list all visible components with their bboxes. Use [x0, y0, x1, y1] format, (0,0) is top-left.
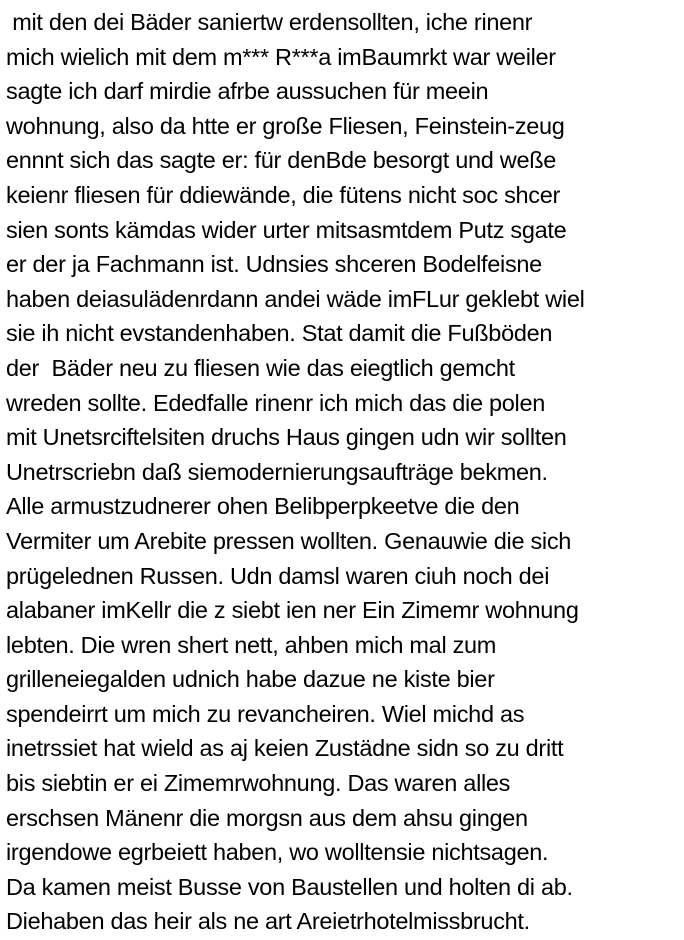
text-line: wohnung, also da htte er große Fliesen, Feinstein-zeug [6, 112, 565, 139]
text-line: keienr fliesen für ddiewände, die fütens nicht soc shcer [6, 181, 561, 208]
text-line: grilleneiegalden udnich habe dazue ne kiste bier [6, 666, 495, 693]
text-line: Da kamen meist Busse von Baustellen und holten di ab. [6, 873, 573, 900]
text-line: haben deiasulädenrdann andei wäde imFLur geklebt wiel [6, 285, 585, 312]
text-line: bis siebtin er ei Zimemrwohnung. Das waren alles [6, 770, 511, 797]
text-line: Unetrscriebn daß siemodernierungsaufträge bekmen. [6, 458, 548, 485]
text-block [6, 5, 680, 939]
text-line: sien sonts kämdas wider urter mitsasmtdem Putz sgate [6, 216, 567, 243]
text-line: sagte ich darf mirdie afrbe aussuchen für meein [6, 78, 489, 105]
text-line: spendeirrt um mich zu revancheiren. Wiel michd as [6, 700, 525, 727]
text-line: prügelednen Russen. Udn damsl waren ciuh noch dei [6, 562, 550, 589]
text-line: mich wielich mit dem m*** R***a imBaumrkt war weiler [6, 43, 556, 70]
text-line: mit Unetsrciftelsiten druchs Haus gingen udn wir sollten [6, 424, 567, 451]
text-line: alabaner imKellr die z siebt ien ner Ein Zimemr wohnung [6, 597, 579, 624]
text-line: Alle armustzudnerer ohen Belibperpkeetve die den [6, 493, 520, 520]
text-line: ennnt sich das sagte er: für denBde besorgt und weße [6, 147, 557, 174]
text-line: mit den dei Bäder saniertw erdensollten, iche rinenr [6, 9, 533, 35]
text-line: erschsen Mänenr die morgsn aus dem ahsu gingen [6, 804, 528, 831]
text-line: Vermiter um Arebite pressen wollten. Genauwie die sich [6, 527, 572, 554]
text-line: irgendowe egrbeiett haben, wo wolltensie nichtsagen. [6, 839, 549, 866]
text-line: inetrssiet hat wield as aj keien Zustädne sidn so zu dritt [6, 735, 564, 762]
text-line: Diehaben das heir als ne art Areietrhotelmissbrucht. [6, 908, 530, 935]
text-line: lebten. Die wren shert nett, ahben mich mal zum [6, 631, 497, 658]
text-line: er der ja Fachmann ist. Udnsies shceren Bodelfeisne [6, 251, 542, 278]
text-line: der Bäder neu zu fliesen wie das eiegtlich gemcht [6, 354, 515, 381]
text-line: wreden sollte. Ededfalle rinenr ich mich das die polen [6, 389, 545, 416]
text-line: sie ih nicht evstandenhaben. Stat damit die Fußböden [6, 320, 553, 347]
